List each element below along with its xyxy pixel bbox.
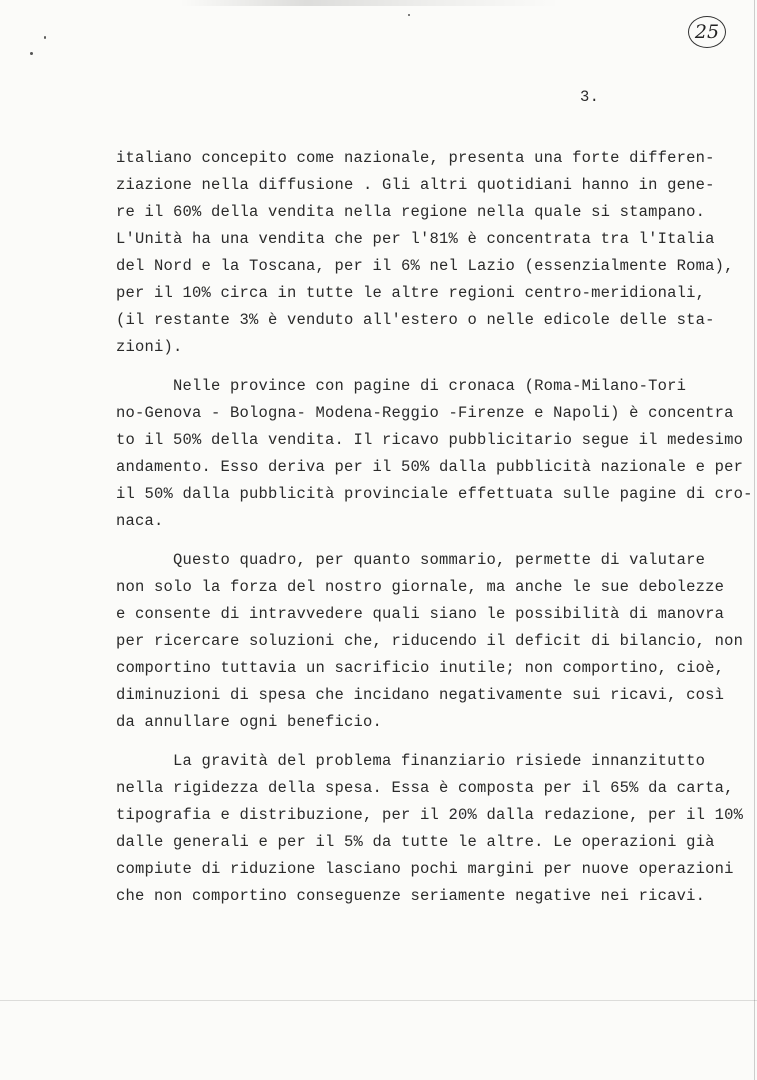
- text-line: italiano concepito come nazionale, presenta una forte differen-: [116, 149, 715, 167]
- text-line: e consente di intravvedere quali siano le possibilità di manovra: [116, 605, 725, 623]
- scan-speck: [408, 14, 410, 16]
- page-edge: [754, 0, 755, 1080]
- page-edge-bottom: [0, 1000, 757, 1001]
- scan-speck: [30, 52, 33, 55]
- text-line: che non comportino conseguenze seriamente negative nei ricavi.: [116, 887, 706, 905]
- paragraph: [116, 373, 753, 535]
- paragraph: [116, 547, 744, 736]
- text-line: zioni).: [116, 338, 183, 356]
- text-line: (il restante 3% è venduto all'estero o nelle edicole delle sta-: [116, 311, 715, 329]
- scan-smudge: [180, 0, 560, 6]
- paragraph-gap: [116, 736, 716, 748]
- text-line: da annullare ogni beneficio.: [116, 713, 383, 731]
- text-line: nella rigidezza della spesa. Essa è composta per il 65% da carta,: [116, 779, 734, 797]
- text-line: L'Unità ha una vendita che per l'81% è concentrata tra l'Italia: [116, 230, 715, 248]
- paragraph: [116, 145, 734, 361]
- text-line: non solo la forza del nostro giornale, ma anche le sue debolezze: [116, 578, 725, 596]
- text-line: naca.: [116, 512, 164, 530]
- paragraph-gap: [116, 361, 716, 373]
- text-line: il 50% dalla pubblicità provinciale effettuata sulle pagine di cro-: [116, 485, 753, 503]
- text-line: comportino tuttavia un sacrificio inutile; non comportino, cioè,: [116, 659, 725, 677]
- text-line: to il 50% della vendita. Il ricavo pubblicitario segue il medesimo: [116, 431, 744, 449]
- text-line: ziazione nella diffusione . Gli altri quotidiani hanno in gene-: [116, 176, 715, 194]
- text-line: no-Genova - Bologna- Modena-Reggio -Firenze e Napoli) è concentra: [116, 404, 734, 422]
- typed-body-text: [116, 145, 753, 910]
- page-number: 3.: [580, 88, 600, 106]
- text-line: andamento. Esso deriva per il 50% dalla pubblicità nazionale e per: [116, 458, 744, 476]
- text-line: re il 60% della vendita nella regione nella quale si stampano.: [116, 203, 706, 221]
- scan-speck: [44, 36, 46, 39]
- text-line: del Nord e la Toscana, per il 6% nel Lazio (essenzialmente Roma),: [116, 257, 734, 275]
- paragraph: [116, 748, 744, 910]
- text-line: La gravità del problema finanziario risiede innanzitutto: [116, 752, 706, 770]
- text-line: compiute di riduzione lasciano pochi margini per nuove operazioni: [116, 860, 734, 878]
- archive-stamp-number: 25: [688, 16, 726, 48]
- text-line: Questo quadro, per quanto sommario, permette di valutare: [116, 551, 706, 569]
- text-line: dalle generali e per il 5% da tutte le altre. Le operazioni già: [116, 833, 715, 851]
- text-line: tipografia e distribuzione, per il 20% dalla redazione, per il 10%: [116, 806, 744, 824]
- paragraph-gap: [116, 535, 716, 547]
- text-line: Nelle province con pagine di cronaca (Roma-Milano-Tori: [116, 377, 687, 395]
- text-line: per ricercare soluzioni che, riducendo il deficit di bilancio, non: [116, 632, 744, 650]
- text-line: per il 10% circa in tutte le altre regioni centro-meridionali,: [116, 284, 706, 302]
- text-line: diminuzioni di spesa che incidano negativamente sui ricavi, così: [116, 686, 725, 704]
